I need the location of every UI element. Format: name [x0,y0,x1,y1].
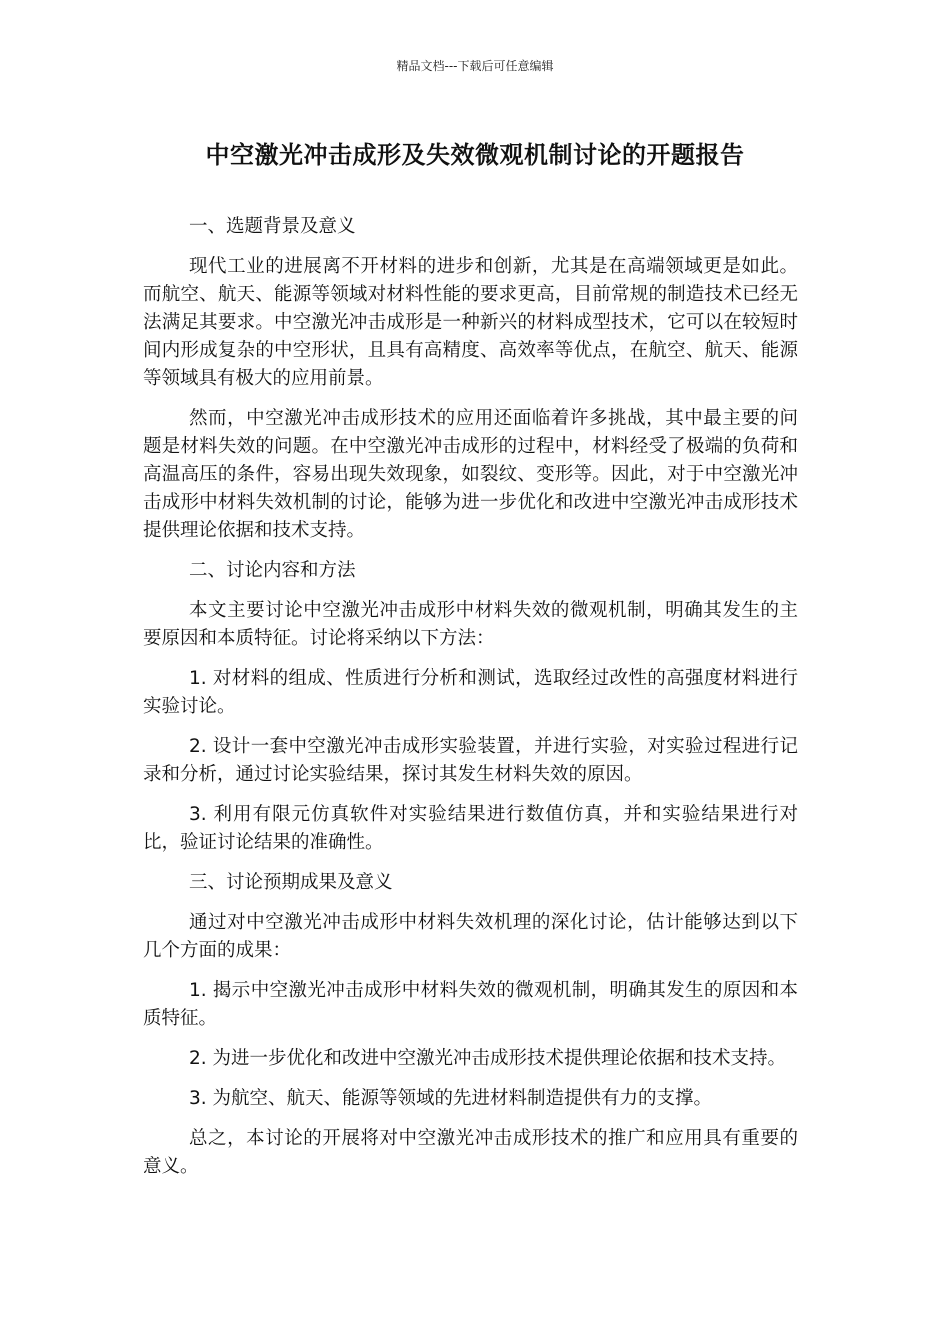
section-heading-content-methods: 二、讨论内容和方法 [189,560,356,581]
page-header-note: 精品文档---下载后可任意编辑 [396,59,554,73]
paragraph-conclusion: 总之，本讨论的开展将对中空激光冲击成形技术的推广和应用具有重要的意义。 [143,1128,798,1177]
paragraph-results-intro: 通过对中空激光冲击成形中材料失效机理的深化讨论，估计能够达到以下几个方面的成果： [143,912,798,961]
method-item-1: 1. 对材料的组成、性质进行分析和测试，选取经过改性的高强度材料进行实验讨论。 [143,668,798,717]
paragraph-background-2: 然而，中空激光冲击成形技术的应用还面临着许多挑战，其中最主要的问题是材料失效的问题。在中空激光冲击成形的过程中，材料经受了极端的负荷和高温高压的条件，容易出现失效现象，如裂纹、变形等。因此，对于中空激光冲击成形中材料失效机制的讨论，能够为进一步优化和改进中空激光冲击成形技术提供理论依据和技术支持。 [143,408,798,541]
method-item-2: 2. 设计一套中空激光冲击成形实验装置，并进行实验，对实验过程进行记录和分析，通过讨论实验结果，探讨其发生材料失效的原因。 [143,736,798,785]
result-item-3: 3. 为航空、航天、能源等领域的先进材料制造提供有力的支撑。 [189,1088,713,1109]
paragraph-background-1: 现代工业的进展离不开材料的进步和创新，尤其是在高端领域更是如此。而航空、航天、能源等领域对材料性能的要求更高，目前常规的制造技术已经无法满足其要求。中空激光冲击成形是一种新兴的材料成型技术，它可以在较短时间内形成复杂的中空形状，且具有高精度、高效率等优点，在航空、航天、能源等领域具有极大的应用前景。 [143,256,798,389]
method-item-3: 3. 利用有限元仿真软件对实验结果进行数值仿真，并和实验结果进行对比，验证讨论结果的准确性。 [143,804,798,853]
document-body [143,213,798,1193]
result-item-2: 2. 为进一步优化和改进中空激光冲击成形技术提供理论依据和技术支持。 [189,1048,787,1069]
section-heading-expected-results: 三、讨论预期成果及意义 [189,872,393,893]
result-item-1: 1. 揭示中空激光冲击成形中材料失效的微观机制，明确其发生的原因和本质特征。 [143,980,798,1029]
paragraph-content-intro: 本文主要讨论中空激光冲击成形中材料失效的微观机制，明确其发生的主要原因和本质特征。讨论将采纳以下方法： [143,600,798,649]
section-heading-background: 一、选题背景及意义 [189,216,356,237]
document-title: 中空激光冲击成形及失效微观机制讨论的开题报告 [205,141,745,169]
